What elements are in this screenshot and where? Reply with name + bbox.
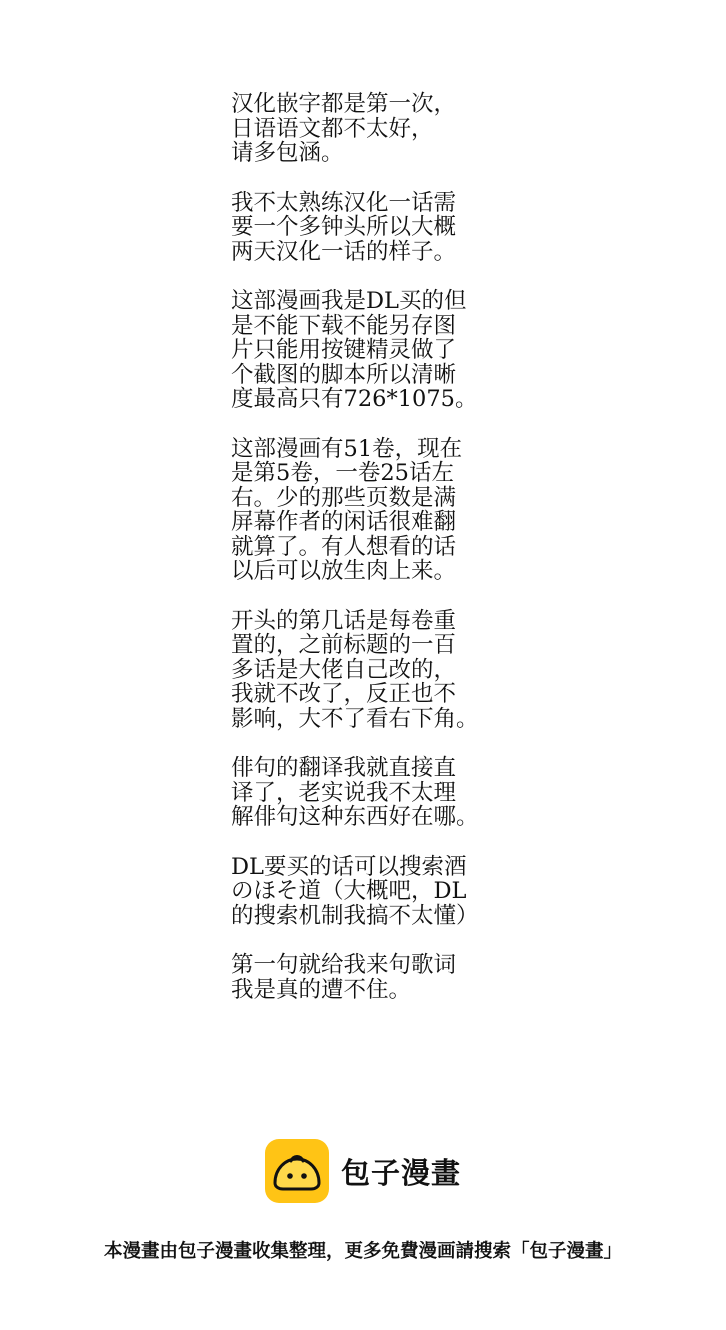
note-line: 的搜索机制我搞不太懂） (231, 902, 479, 929)
note-line: 译了，老实说我不太理 (231, 779, 457, 806)
note-paragraph-7 (231, 855, 531, 929)
note-line: 第一句就给我来句歌词 (231, 952, 457, 978)
note-line: 置的，之前标题的一百 (231, 632, 457, 658)
note-line: 是第5卷，一卷25话左 (231, 460, 454, 486)
bun-face-icon (265, 1139, 329, 1203)
note-paragraph-8 (231, 953, 531, 1002)
note-line: 开头的第几话是每卷重 (231, 607, 457, 634)
note-paragraph-4 (231, 437, 531, 584)
note-line: 俳句的翻译我就直接直 (231, 755, 457, 781)
note-line: 日语语文都不太好， (231, 115, 434, 142)
note-line: 这部漫画我是DL买的但 (231, 288, 467, 314)
note-line: 我就不改了，反正也不 (231, 681, 457, 707)
brand-name: 包子漫畫 (341, 1155, 462, 1190)
brand-logo[interactable] (265, 1139, 461, 1203)
note-line: 要一个多钟头所以大概 (231, 214, 457, 240)
note-line: 这部漫画有51卷，现在 (231, 435, 463, 462)
note-paragraph-1 (231, 92, 531, 166)
note-line: 片只能用按键精灵做了 (231, 337, 457, 363)
note-paragraph-5 (231, 609, 531, 732)
note-line: 右。少的那些页数是满 (231, 484, 457, 511)
note-line: 两天汉化一话的样子。 (231, 238, 457, 265)
note-line: 我是真的遭不住。 (231, 976, 412, 1003)
note-line: 是不能下载不能另存图 (231, 312, 457, 339)
note-line: 度最高只有726*1075。 (231, 386, 478, 412)
note-line: 解俳句这种东西好在哪。 (231, 804, 479, 830)
note-line: 多话是大佬自己改的， (231, 656, 457, 683)
note-line: 我不太熟练汉化一话需 (231, 189, 457, 216)
note-line: 屏幕作者的闲话很难翻 (231, 509, 457, 535)
note-line: 请多包涵。 (231, 140, 344, 166)
source-notice: 本漫畫由包子漫畫收集整理，更多免費漫画請搜索「包子漫畫」 (103, 1241, 622, 1262)
note-paragraph-2 (231, 191, 531, 265)
note-line: DL要买的话可以搜索酒 (231, 853, 467, 880)
note-line: 个截图的脚本所以清晰 (231, 361, 457, 388)
note-line: 影响，大不了看右下角。 (231, 705, 479, 732)
note-line: のほそ道（大概吧，DL (231, 878, 467, 904)
note-line: 就算了。有人想看的话 (231, 533, 457, 560)
translator-note (231, 92, 531, 1027)
note-line: 以后可以放生肉上来。 (231, 558, 457, 584)
note-paragraph-6 (231, 756, 531, 830)
note-line: 汉化嵌字都是第一次， (231, 91, 457, 117)
note-paragraph-3 (231, 289, 531, 412)
